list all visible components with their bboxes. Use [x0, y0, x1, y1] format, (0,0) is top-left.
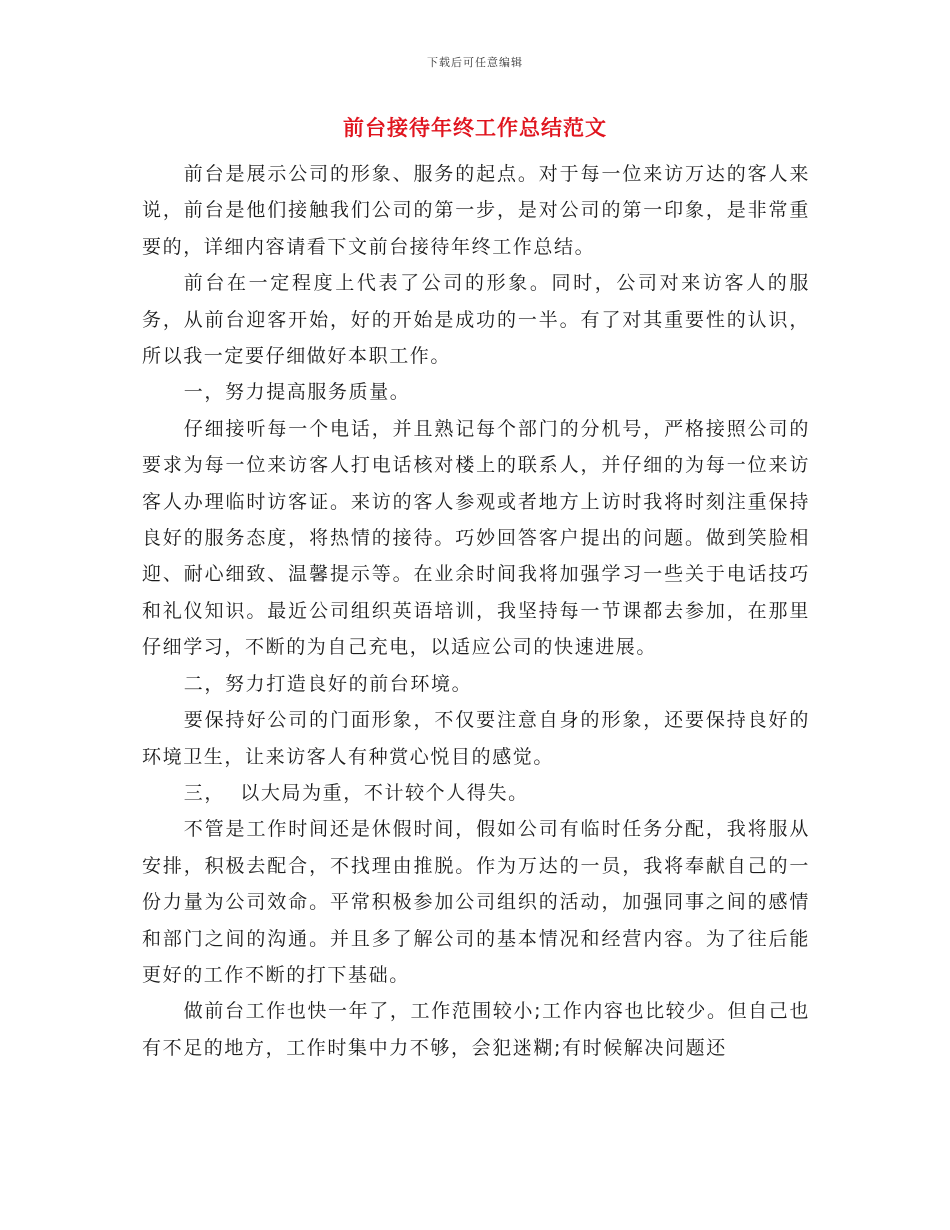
- paragraph-importance: 前台在一定程度上代表了公司的形象。同时，公司对来访客人的服务，从前台迎客开始，好的开始是成功的一半。有了对其重要性的认识，所以我一定要仔细做好本职工作。: [142, 272, 810, 368]
- header-note: 下载后可任意编辑: [427, 56, 523, 69]
- paragraph-environment: 要保持好公司的门面形象，不仅要注意自身的形象，还要保持良好的环境卫生，让来访客人有种赏心悦目的感觉。: [142, 709, 810, 768]
- paragraph-teamwork: 不管是工作时间还是休假时间，假如公司有临时任务分配，我将服从安排，积极去配合，不找理由推脱。作为万达的一员，我将奉献自己的一份力量为公司效命。平常积极参加公司组织的活动，加强同事之间的感情和部门之间的沟通。并且多了解公司的基本情况和经营内容。为了往后能更好的工作不断的打下基础。: [142, 818, 810, 986]
- paragraph-intro: 前台是展示公司的形象、服务的起点。对于每一位来访万达的客人来说，前台是他们接触我们公司的第一步，是对公司的第一印象，是非常重要的，详细内容请看下文前台接待年终工作总结。: [142, 163, 810, 258]
- section-heading-2: 二，努力打造良好的前台环境。: [183, 672, 473, 695]
- document-body: [142, 156, 810, 1066]
- section-heading-1: 一，努力提高服务质量。: [183, 381, 411, 404]
- section-heading-3: 三， 以大局为重，不计较个人得失。: [183, 781, 529, 804]
- paragraph-reflection: 做前台工作也快一年了，工作范围较小;工作内容也比较少。但自己也有不足的地方，工作时集中力不够，会犯迷糊;有时候解决问题还: [142, 1000, 810, 1059]
- paragraph-service: 仔细接听每一个电话，并且熟记每个部门的分机号，严格接照公司的要求为每一位来访客人打电话核对楼上的联系人，并仔细的为每一位来访客人办理临时访客证。来访的客人参观或者地方上访时我将时刻注重保持良好的服务态度，将热情的接待。巧妙回答客户提出的问题。做到笑脸相迎、耐心细致、温馨提示等。在业余时间我将加强学习一些关于电话技巧和礼仪知识。最近公司组织英语培训，我坚持每一节课都去参加，在那里仔细学习，不断的为自己充电，以适应公司的快速进展。: [142, 417, 810, 659]
- document-title: 前台接待年终工作总结范文: [343, 116, 607, 140]
